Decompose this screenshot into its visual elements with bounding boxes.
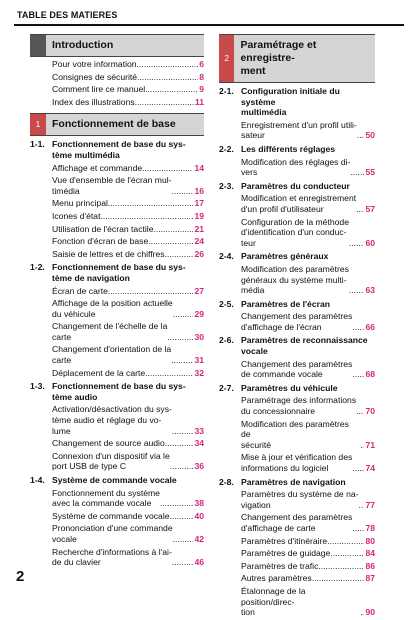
dot-leader	[312, 573, 365, 584]
toc-entry[interactable]	[30, 286, 204, 297]
chapter-title: Configuration initiale du système multimédia	[241, 86, 340, 118]
chapter-heading[interactable]	[219, 86, 375, 118]
toc-entry[interactable]	[30, 236, 204, 247]
dot-leader	[135, 97, 194, 108]
toc-entry-text: Changement des paramètres d'affichage de carte	[241, 512, 353, 533]
toc-entry-page: 38	[194, 498, 204, 509]
chapter-heading[interactable]	[219, 335, 375, 356]
toc-entry[interactable]	[30, 298, 204, 319]
toc-entry-text: Fonction d'écran de base	[52, 236, 149, 247]
toc-entry-page: 21	[194, 223, 204, 234]
chapter-number: 1-3.	[30, 381, 45, 392]
toc-entry[interactable]	[219, 157, 375, 178]
toc-entry-text: Modification des réglages di- vers	[241, 156, 351, 178]
toc-entry-page: 50	[365, 130, 375, 141]
section-label: Paramétrage et enregistre- ment	[240, 39, 317, 77]
toc-entry-text: Écran de carte	[52, 285, 108, 296]
title-rule	[14, 24, 404, 26]
chapter-title: Système de commande vocale	[52, 475, 177, 485]
toc-entry[interactable]	[30, 523, 204, 544]
toc-entry-text: Vue d'ensemble de l'écran mul- timédia	[52, 175, 172, 196]
toc-entry-text: Prononciation d'une commande vocale	[52, 523, 173, 544]
dot-leader	[349, 238, 364, 249]
section-header-1[interactable]	[30, 113, 204, 136]
dot-leader	[171, 355, 193, 366]
chapter-title: Fonctionnement de base du sys- tème multimédia	[52, 139, 186, 160]
toc-entry[interactable]	[30, 163, 204, 174]
toc-entry-page: 90	[365, 607, 375, 618]
toc-entry-page: 26	[194, 248, 204, 259]
toc-entry-text: Saisie de lettres et de chiffres	[52, 248, 165, 259]
toc-entry[interactable]	[30, 72, 204, 83]
chapter-heading[interactable]	[30, 262, 204, 283]
chapter-heading[interactable]	[219, 144, 375, 155]
toc-entry-page: 63	[365, 285, 375, 296]
toc-entry-page: 87	[365, 573, 375, 584]
chapter-heading[interactable]	[219, 181, 375, 192]
toc-entry-page: 8	[199, 71, 204, 82]
toc-entry-text: Déplacement de la carte	[52, 367, 146, 378]
toc-entry[interactable]	[219, 395, 375, 416]
toc-entry-text: Étalonnage de la position/direc- tion	[241, 585, 306, 618]
toc-entry-text: Changement d'orientation de la carte	[52, 344, 172, 366]
toc-entry[interactable]	[30, 175, 204, 196]
toc-entry-page: 36	[194, 461, 204, 472]
dot-leader	[137, 72, 198, 83]
toc-entry[interactable]	[219, 311, 375, 332]
dot-leader	[100, 211, 193, 222]
toc-entry-text: Système de commande vocale	[52, 510, 170, 521]
dot-leader	[172, 557, 194, 568]
chapter-number: 2-8.	[219, 476, 234, 487]
chapter-number: 1-4.	[30, 475, 45, 485]
section-1-list	[30, 139, 204, 567]
toc-entry[interactable]	[219, 548, 375, 559]
toc-entry[interactable]	[30, 368, 204, 379]
introduction-list	[30, 59, 204, 107]
toc-entry[interactable]	[30, 438, 204, 449]
dot-leader	[172, 426, 194, 437]
dot-leader	[173, 309, 194, 320]
dot-leader	[318, 561, 364, 572]
toc-entry-page: 33	[194, 425, 204, 436]
dot-leader	[148, 236, 193, 247]
toc-entry-text: Changement des paramètres d'affichage de l'écran	[241, 311, 353, 332]
toc-entry-page: 86	[365, 560, 375, 571]
chapter-title: Paramètres de navigation	[241, 476, 346, 487]
dot-leader	[356, 204, 364, 215]
dot-leader	[165, 249, 194, 260]
toc-entry-page: 78	[365, 522, 375, 533]
dot-leader	[142, 163, 193, 174]
toc-entry-page: 70	[365, 406, 375, 417]
toc-entry-text: Enregistrement d'un profil utili- sateur	[241, 119, 357, 141]
dot-leader	[172, 186, 194, 197]
toc-entry-page: 27	[194, 285, 204, 296]
toc-entry-text: Paramètres d'itinéraire	[241, 535, 328, 546]
section-header-introduction[interactable]	[30, 34, 204, 57]
section-label: Introduction	[52, 39, 114, 51]
toc-entry-page: 46	[194, 557, 204, 568]
toc-entry[interactable]	[219, 489, 375, 510]
toc-entry-page: 16	[194, 185, 204, 196]
toc-entry-text: Modification des paramètres généraux du système multi- média	[241, 263, 349, 296]
dot-leader	[170, 511, 194, 522]
toc-entry-page: 11	[194, 96, 204, 107]
toc-entry-page: 14	[194, 162, 204, 173]
toc-entry-page: 80	[365, 535, 375, 546]
toc-entry-page: 30	[194, 331, 204, 342]
dot-leader	[153, 224, 193, 235]
toc-entry[interactable]	[219, 217, 375, 249]
toc-entry-text: Changement de source audio	[52, 438, 165, 449]
chapter-title: Les différents réglages	[241, 143, 336, 154]
dot-leader	[160, 498, 193, 509]
toc-entry-text: Fonctionnement du système avec la commande vocale	[52, 487, 160, 509]
toc-entry[interactable]	[30, 97, 204, 108]
toc-entry[interactable]	[30, 224, 204, 235]
toc-entry-text: Paramétrage des informations du concessionnaire	[241, 395, 357, 417]
toc-entry[interactable]	[219, 264, 375, 296]
chapter-title: Paramètres de l'écran	[241, 298, 330, 309]
right-column	[219, 34, 375, 620]
chapter-title: Paramètres du conducteur	[241, 180, 350, 191]
section-header-2[interactable]	[219, 34, 375, 83]
toc-entry-text: Activation/désactivation du sys- tème audio et réglage du vo- lume	[52, 404, 172, 436]
toc-entry[interactable]	[219, 561, 375, 572]
dot-leader	[137, 59, 199, 70]
toc-entry-page: 57	[365, 203, 375, 214]
toc-entry-page: 24	[194, 236, 204, 247]
toc-entry-text: Icones d'état	[52, 210, 101, 221]
chapter-heading[interactable]	[219, 477, 375, 488]
toc-entry-text: Paramètres du système de na- vigation	[241, 489, 359, 510]
section-2-list	[219, 86, 375, 618]
toc-entry-text: Menu principal	[52, 198, 108, 209]
chapter-heading[interactable]	[30, 475, 204, 486]
toc-entry-text: Changement des paramètres de commande vocale	[241, 358, 353, 380]
dot-leader	[352, 463, 364, 474]
dot-leader	[145, 368, 193, 379]
chapter-number: 2-6.	[219, 335, 234, 346]
toc-entry[interactable]	[30, 59, 204, 70]
toc-entry-page: 74	[365, 463, 375, 473]
toc-entry[interactable]	[30, 404, 204, 436]
chapter-heading[interactable]	[30, 139, 204, 160]
toc-entry-page: 34	[194, 438, 204, 449]
toc-entry-text: Comment lire ce manuel	[52, 84, 146, 95]
toc-entry-page: 77	[365, 499, 375, 510]
chapter-number: 2-4.	[219, 251, 234, 262]
toc-entry[interactable]	[30, 211, 204, 222]
page-number: 2	[16, 568, 25, 585]
left-column	[30, 34, 204, 570]
chapter-number: 2-1.	[219, 86, 234, 96]
dot-leader	[145, 84, 198, 95]
toc-entry[interactable]	[30, 198, 204, 209]
toc-entry-page: 60	[365, 237, 375, 248]
toc-entry-text: Connexion d'un dispositif via le port USB de type C	[52, 450, 170, 472]
toc-entry[interactable]	[219, 586, 375, 618]
toc-entry-text: Autres paramètres	[241, 573, 312, 584]
toc-entry-page: 19	[194, 210, 204, 221]
dot-leader	[167, 332, 193, 343]
dot-leader	[350, 167, 364, 178]
page-title: TABLE DES MATIERES	[17, 10, 118, 20]
dot-leader	[352, 322, 364, 333]
toc-entry[interactable]	[30, 511, 204, 522]
chapter-title: Paramètres de reconnaissance vocale	[241, 335, 368, 357]
toc-entry-page: 29	[194, 308, 204, 319]
toc-entry-text: Affichage de la position actuelle du véhicule	[52, 298, 173, 319]
dot-leader	[170, 461, 194, 472]
dot-leader	[352, 523, 364, 534]
toc-entry[interactable]	[219, 536, 375, 547]
toc-entry-page: 17	[194, 198, 204, 209]
toc-entry[interactable]	[30, 547, 204, 568]
chapter-number: 2-5.	[219, 298, 234, 309]
toc-entry-text: Utilisation de l'écran tactile	[52, 223, 154, 234]
dot-leader	[357, 130, 365, 141]
chapter-number: 2-3.	[219, 180, 234, 191]
toc-entry[interactable]	[30, 344, 204, 365]
toc-entry[interactable]	[219, 120, 375, 141]
dot-leader	[352, 369, 364, 380]
toc-entry-page: 40	[194, 510, 204, 521]
toc-entry-text: Consignes de sécurité	[52, 71, 138, 82]
toc-entry-page: 68	[365, 369, 375, 380]
section-number: 1	[30, 114, 46, 135]
dot-leader	[108, 198, 194, 209]
toc-entry-text: Paramètres de guidage	[241, 548, 331, 559]
dot-leader	[356, 406, 364, 417]
chapter-title: Fonctionnement de base du sys- tème audio	[52, 381, 186, 402]
section-number-blank	[30, 35, 46, 56]
toc-entry-text: Modification et enregistrement d'un profil d'utilisateur	[241, 193, 357, 214]
chapter-number: 2-2.	[219, 143, 234, 154]
toc-entry-page: 66	[365, 321, 375, 332]
dot-leader	[349, 285, 364, 296]
toc-entry-text: Pour votre information	[52, 59, 137, 69]
dot-leader	[165, 438, 194, 449]
chapter-number: 1-2.	[30, 262, 45, 273]
toc-entry-text: Index des illustrations	[52, 96, 135, 107]
toc-entry[interactable]	[30, 451, 204, 472]
chapter-title: Paramètres du véhicule	[241, 382, 338, 393]
toc-entry-text: Configuration de la méthode d'identification d'un conduc- teur	[241, 216, 349, 248]
toc-entry-page: 71	[365, 439, 375, 450]
toc-entry[interactable]	[30, 249, 204, 260]
dot-leader	[108, 286, 194, 297]
toc-entry-page: 6	[199, 59, 204, 69]
toc-entry-page: 31	[194, 355, 204, 366]
toc-entry-page: 42	[194, 533, 204, 544]
chapter-heading[interactable]	[219, 383, 375, 394]
toc-entry[interactable]	[30, 488, 204, 509]
dot-leader	[327, 536, 364, 547]
toc-entry-page: 55	[365, 167, 375, 178]
section-label: Fonctionnement de base	[52, 118, 176, 131]
toc-entry-text: Modification des paramètres de sécurité	[241, 418, 349, 450]
chapter-number: 1-1.	[30, 139, 45, 150]
chapter-heading[interactable]	[30, 381, 204, 402]
toc-entry[interactable]	[30, 84, 204, 95]
toc-entry-text: Paramètres de trafic	[241, 560, 319, 571]
section-number: 2	[219, 35, 234, 82]
toc-entry[interactable]	[219, 512, 375, 533]
dot-leader	[330, 548, 364, 559]
toc-entry[interactable]	[30, 321, 204, 342]
toc-entry[interactable]	[219, 452, 375, 473]
toc-entry-text: Affichage et commande	[52, 162, 143, 173]
chapter-heading[interactable]	[219, 251, 375, 262]
toc-entry-text: Mise à jour et vérification des informations du logiciel	[241, 452, 353, 473]
toc-entry-page: 9	[199, 84, 204, 95]
chapter-title: Paramètres généraux	[241, 251, 329, 262]
toc-entry-page: 32	[194, 367, 204, 378]
toc-entry-page: 84	[365, 548, 375, 559]
toc-entry[interactable]	[219, 193, 375, 214]
toc-entry[interactable]	[219, 573, 375, 584]
chapter-title: Fonctionnement de base du sys- tème de navigation	[52, 262, 186, 283]
toc-entry[interactable]	[219, 359, 375, 380]
dot-leader	[173, 534, 194, 545]
chapter-heading[interactable]	[219, 299, 375, 310]
toc-entry[interactable]	[219, 419, 375, 451]
toc-entry-text: Recherche d'informations à l'ai- de du clavier	[52, 546, 172, 568]
chapter-number: 2-7.	[219, 382, 234, 393]
toc-entry-text: Changement de l'échelle de la carte	[52, 321, 168, 342]
